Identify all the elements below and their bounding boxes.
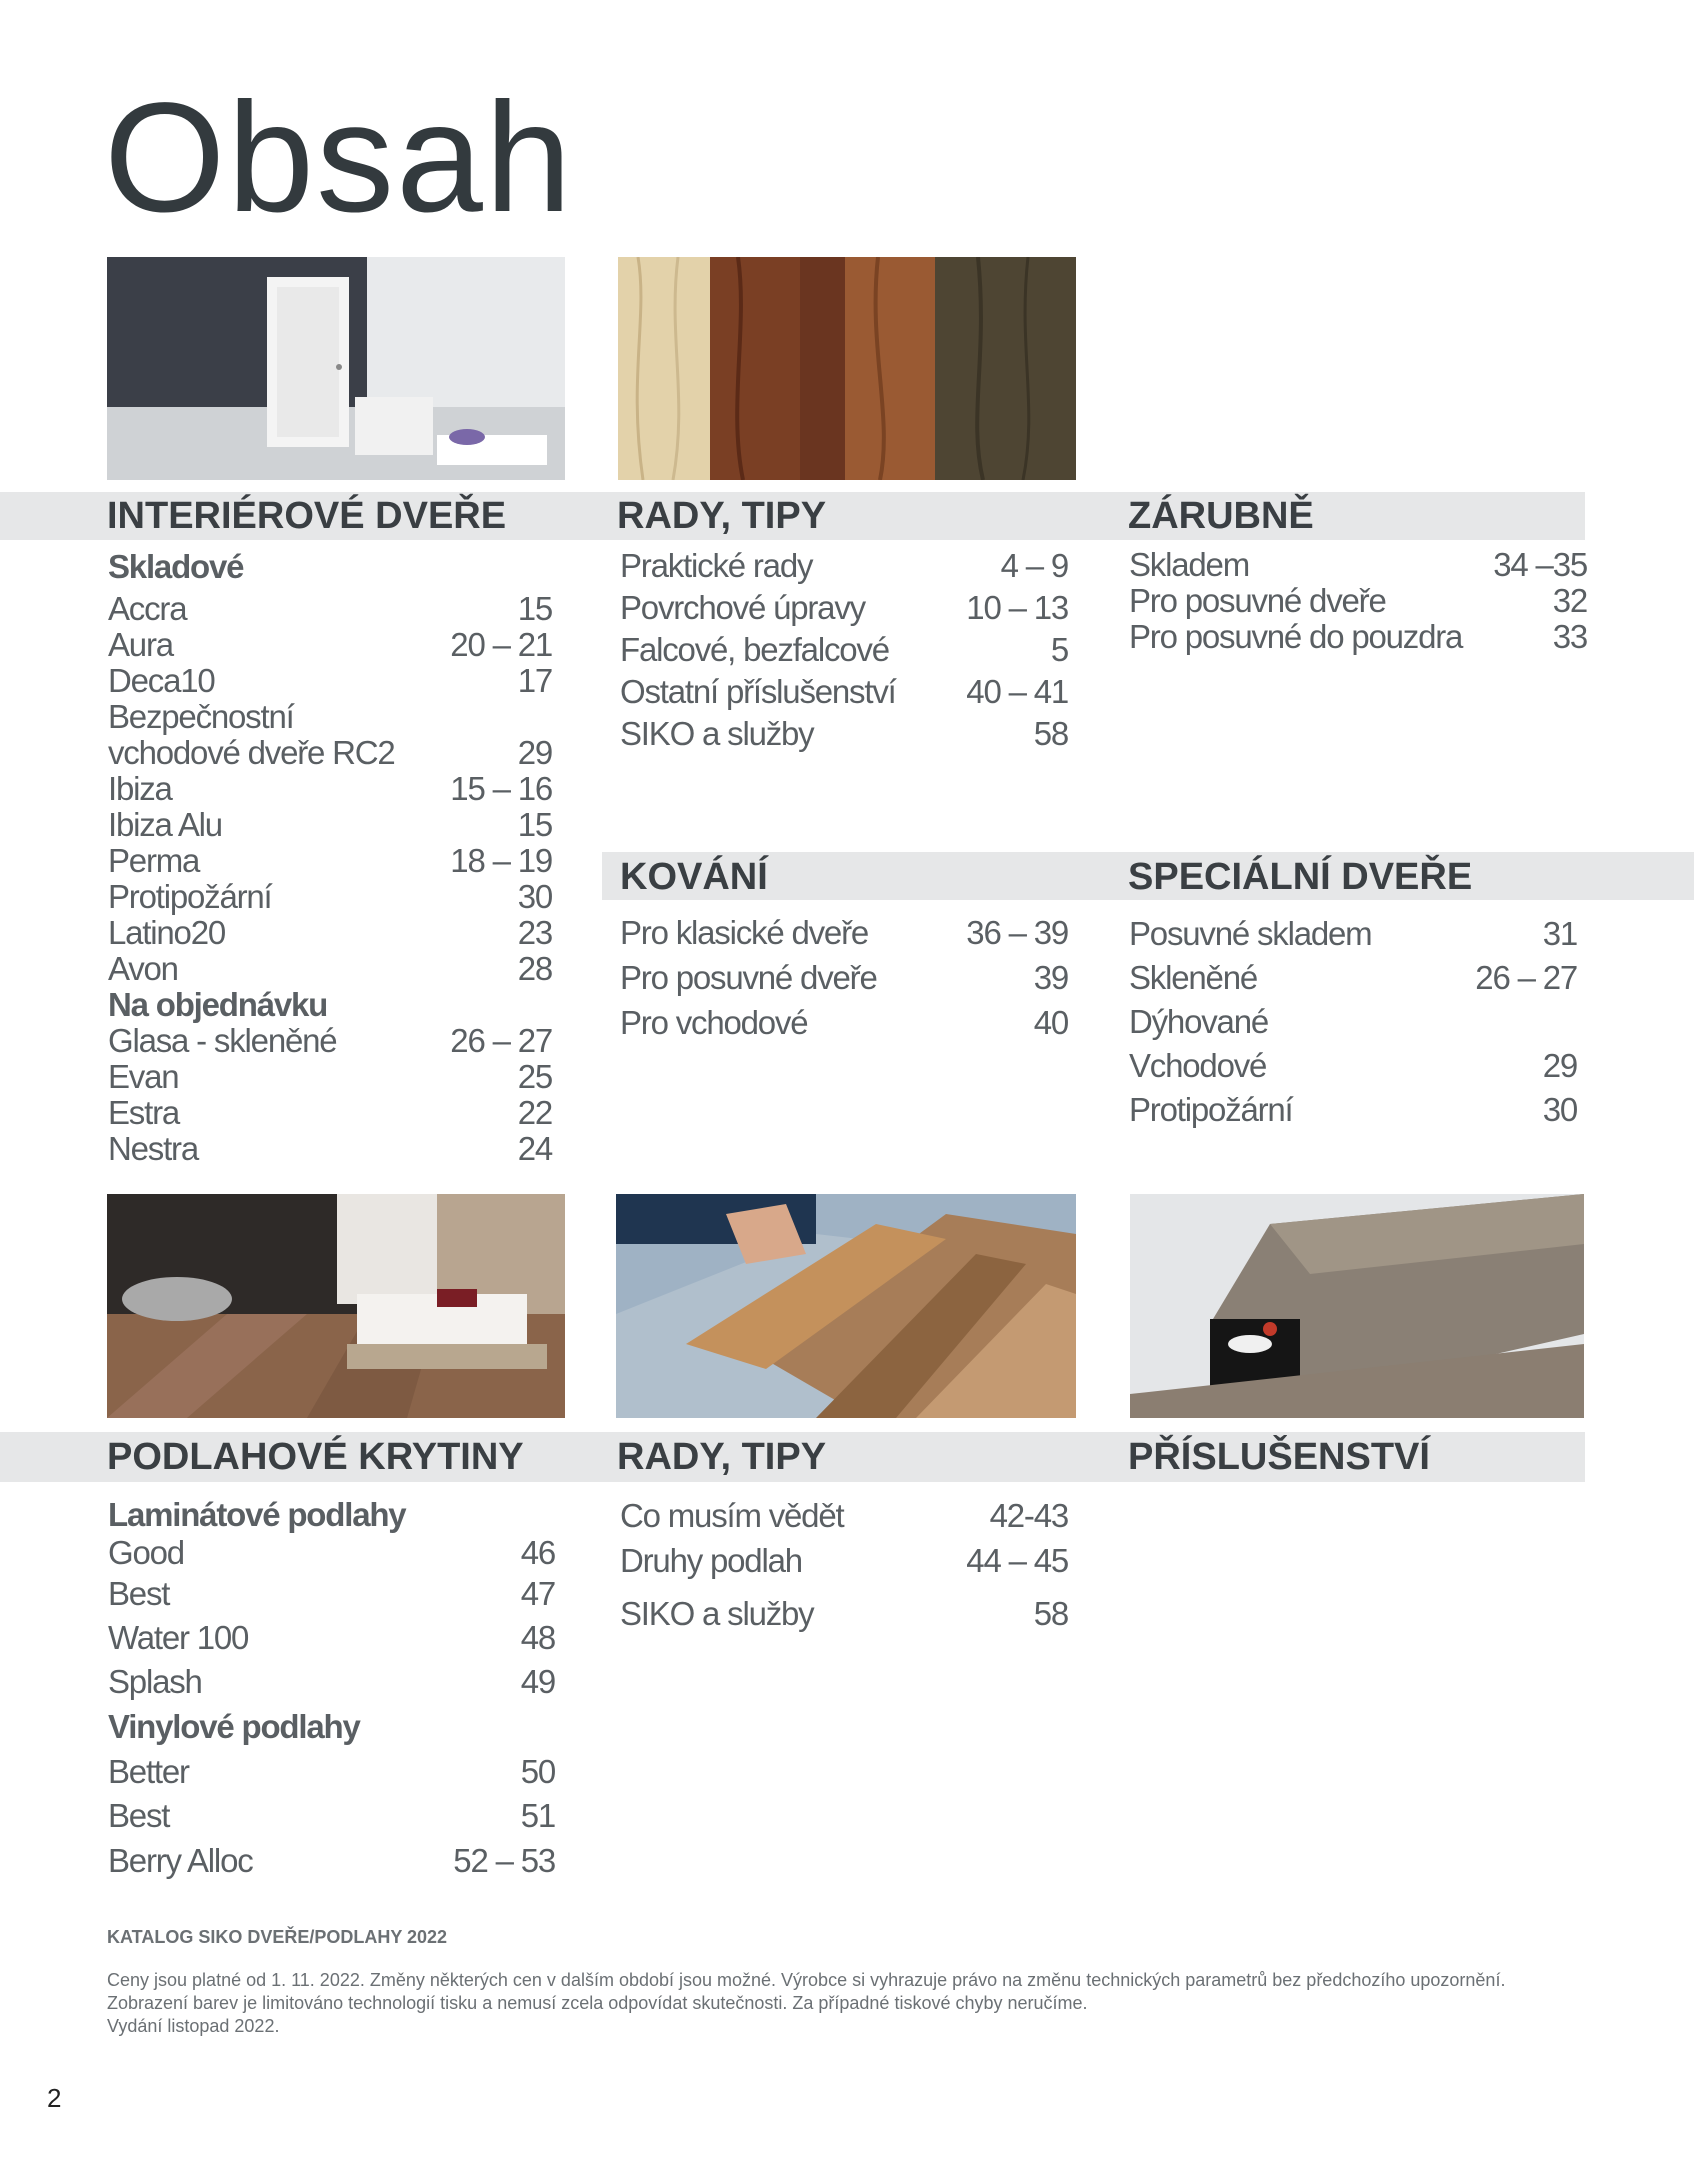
list-item[interactable]: Laminátové podlahy: [108, 1496, 406, 1533]
list-item[interactable]: Bezpečnostní: [108, 698, 294, 735]
list-item[interactable]: Estra 22: [108, 1094, 552, 1131]
bedroom-floor-photo: [107, 1194, 565, 1418]
list-item[interactable]: Accra 15: [108, 590, 552, 627]
floor-coverings-list: [108, 1496, 555, 1886]
heading-tips-floors: RADY, TIPY: [617, 1436, 827, 1478]
list-item[interactable]: Perma 18 – 19: [108, 842, 552, 879]
list-item[interactable]: Protipožární 30: [108, 878, 552, 915]
list-item[interactable]: Vinylové podlahy: [108, 1708, 360, 1745]
list-item[interactable]: Better 50: [108, 1753, 555, 1790]
list-item[interactable]: SIKO a služby 58: [620, 1595, 1068, 1632]
list-item[interactable]: Pro posuvné do pouzdra 33: [1129, 618, 1587, 655]
list-item[interactable]: Best 47: [108, 1575, 555, 1612]
list-item[interactable]: Posuvné skladem 31: [1129, 915, 1577, 952]
heading-accessories: PŘÍSLUŠENSTVÍ: [1128, 1436, 1430, 1478]
list-item[interactable]: Nestra 24: [108, 1130, 552, 1167]
list-item[interactable]: Skleněné 26 – 27: [1129, 959, 1577, 996]
tips-doors-list: [620, 547, 1068, 757]
wood-samples-photo: [618, 257, 1076, 480]
list-item[interactable]: Avon 28: [108, 950, 552, 987]
heading-hardware: KOVÁNÍ: [620, 856, 768, 898]
list-item[interactable]: Deca10 17: [108, 662, 552, 699]
list-item[interactable]: Skladové: [108, 548, 244, 585]
list-item[interactable]: Latino20 23: [108, 914, 552, 951]
tips-floors-list: [620, 1497, 1068, 1640]
frames-list: [1129, 546, 1587, 654]
list-item[interactable]: Glasa - skleněné 26 – 27: [108, 1022, 552, 1059]
heading-floor-coverings: PODLAHOVÉ KRYTINY: [107, 1436, 524, 1478]
list-item[interactable]: Falcové, bezfalcové 5: [620, 631, 1068, 668]
heading-frames: ZÁRUBNĚ: [1128, 495, 1314, 537]
list-item[interactable]: Dýhované: [1129, 1003, 1268, 1040]
laminate-install-photo: [616, 1194, 1076, 1418]
page-title: Obsah: [104, 71, 574, 245]
list-item[interactable]: Vchodové 29: [1129, 1047, 1577, 1084]
list-item[interactable]: Water 100 48: [108, 1619, 555, 1656]
list-item[interactable]: Ibiza 15 – 16: [108, 770, 552, 807]
list-item[interactable]: SIKO a služby 58: [620, 715, 1068, 752]
page-number: 2: [47, 2083, 62, 2113]
heading-interior-doors: INTERIÉROVÉ DVEŘE: [107, 495, 507, 537]
list-item[interactable]: vchodové dveře RC2 29: [108, 734, 552, 771]
list-item[interactable]: Na objednávku: [108, 986, 328, 1023]
special-doors-list: [1129, 915, 1577, 1135]
hardware-list: [620, 914, 1068, 1049]
footer-note: Vydání listopad 2022.: [107, 2016, 280, 2036]
list-item[interactable]: Splash 49: [108, 1663, 555, 1700]
footer-note: Ceny jsou platné od 1. 11. 2022. Změny některých cen v dalším období jsou možné. Výrobce si vyhrazuje právo na změnu technických parametrů bez předchozího upozornění.: [107, 1970, 1506, 1990]
catalog-title: KATALOG SIKO DVEŘE/PODLAHY 2022: [107, 1927, 448, 1947]
footer-note: Zobrazení barev je limitováno technologií tisku a nemusí zcela odpovídat skutečnosti. Za případné tiskové chyby neručíme.: [107, 1993, 1088, 2013]
interior-door-photo: [107, 257, 565, 480]
list-item[interactable]: Druhy podlah 44 – 45: [620, 1542, 1068, 1579]
heading-tips-doors: RADY, TIPY: [617, 495, 827, 537]
list-item[interactable]: Pro posuvné dveře 39: [620, 959, 1068, 996]
skirting-board-photo: [1130, 1194, 1584, 1418]
list-item[interactable]: Protipožární 30: [1129, 1091, 1577, 1128]
list-item[interactable]: Berry Alloc 52 – 53: [108, 1842, 555, 1879]
list-item[interactable]: Best 51: [108, 1797, 555, 1834]
list-item[interactable]: Povrchové úpravy 10 – 13: [620, 589, 1068, 626]
list-item[interactable]: Evan 25: [108, 1058, 552, 1095]
list-item[interactable]: Ibiza Alu 15: [108, 806, 552, 843]
list-item[interactable]: Pro posuvné dveře 32: [1129, 582, 1587, 619]
list-item[interactable]: Pro vchodové 40: [620, 1004, 1068, 1041]
list-item[interactable]: Ostatní příslušenství 40 – 41: [620, 673, 1068, 710]
list-item[interactable]: Good 46: [108, 1534, 555, 1571]
list-item[interactable]: Praktické rady 4 – 9: [620, 547, 1068, 584]
interior-doors-list: [108, 548, 552, 1166]
list-item[interactable]: Pro klasické dveře 36 – 39: [620, 914, 1068, 951]
list-item[interactable]: Skladem 34 –35: [1129, 546, 1587, 583]
list-item[interactable]: Aura 20 – 21: [108, 626, 552, 663]
heading-special-doors: SPECIÁLNÍ DVEŘE: [1128, 856, 1473, 898]
list-item[interactable]: Co musím vědět 42-43: [620, 1497, 1068, 1534]
